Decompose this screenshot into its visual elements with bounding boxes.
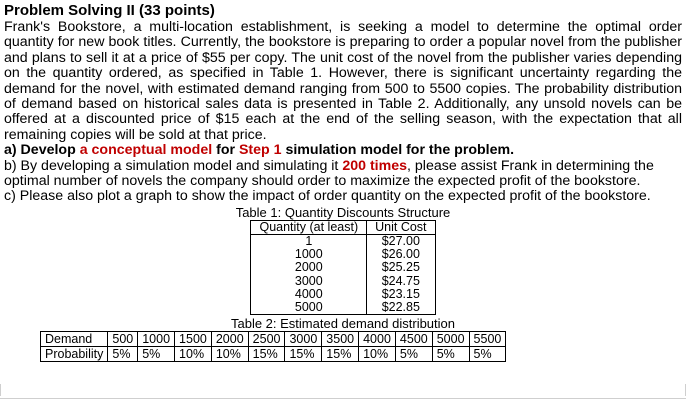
table2-caption: Table 2: Estimated demand distribution [230,316,455,332]
table2-demand-cell: 4500 [395,332,432,347]
demand-distribution-table [40,331,506,362]
question-a-highlight-1: a conceptual model [79,142,213,159]
table2-demand-cell: 4000 [359,332,396,347]
table2-probability-cell: 5% [432,347,469,362]
table2-probability-cell: 10% [175,347,212,362]
table-row [251,301,435,315]
table2-probability-cell: 15% [285,347,322,362]
table2-demand-cell: 500 [108,332,138,347]
question-a [4,143,682,158]
table1-header-quantity: Quantity (at least) [251,220,367,234]
question-a-suffix: simulation model for the problem. [281,142,515,159]
table1-quantity-cell: 3000 [251,275,367,288]
table2-demand-cell: 3500 [322,332,359,347]
table1-quantity-cell: 1000 [251,248,367,261]
question-b [4,159,682,190]
table1-cost-cell: $26.00 [367,248,435,261]
table2-probability-cell: 5% [108,347,138,362]
table2-probability-label: Probability [41,347,108,362]
table2-demand-cell: 1500 [175,332,212,347]
table1-cost-cell: $25.25 [367,261,435,274]
table1-header-unit-cost: Unit Cost [367,220,435,234]
table2-probability-cell: 5% [395,347,432,362]
table1-cost-cell: $22.85 [367,301,435,315]
table1-quantity-cell: 4000 [251,288,367,301]
page-edge-mark-left [0,384,5,396]
table2-demand-cell: 3000 [285,332,322,347]
quantity-discount-table [250,220,435,315]
table-row [251,235,435,249]
table1-quantity-cell: 2000 [251,261,367,274]
question-a-mid: for [212,142,239,159]
table2-probability-cell: 5% [138,347,175,362]
table2-demand-label: Demand [41,332,108,347]
page-edge-mark-right [681,384,686,396]
table-row [251,275,435,288]
table-row [251,261,435,274]
question-b-suffix: , please assist Frank in determining the optimal number of novels the company should order to maximize the expected profit of the bookstore. [4,157,654,190]
table2-probability-cell: 15% [248,347,285,362]
problem-intro: Frank's Bookstore, a multi-location establishment, is seeking a model to determine the optimal order quantity for new book titles. Currently, the bookstore is preparing to order a popular novel from the publisher and plans to sell it at a price of $55 per copy. The unit cost of the novel from the publisher varies depending on the quantity ordered, as specified in Table 1. However, there is significant uncertainty regarding the demand for the novel, with estimated demand ranging from 500 to 5500 copies. The probability distribution of demand based on historical sales data is presented in Table 2. Additionally, any unsold novels can be offered at a discounted price of $15 each at the end of the selling season, with the expectation that all remaining copies will be sold at that price. [4,19,682,143]
table2-demand-cell: 5500 [469,332,506,347]
question-c: c) Please also plot a graph to show the impact of order quantity on the expected profit of the bookstore. [4,188,651,205]
table2-probability-cell: 10% [359,347,396,362]
problem-heading: Problem Solving II (33 points) [4,2,215,19]
page-bottom-divider [0,398,686,399]
table2-demand-cell: 1000 [138,332,175,347]
table1-cost-cell: $24.75 [367,275,435,288]
table1-cost-cell: $27.00 [367,235,435,249]
question-a-prefix: a) Develop [4,142,80,159]
question-a-highlight-2: Step 1 [238,142,282,159]
table2-probability-cell: 15% [322,347,359,362]
table1-cost-cell: $23.15 [367,288,435,301]
table2-demand-cell: 2000 [211,332,248,347]
table2-demand-cell: 2500 [248,332,285,347]
table2-probability-cell: 5% [469,347,506,362]
table2-demand-cell: 5000 [432,332,469,347]
table1-quantity-cell: 5000 [251,301,367,315]
table1-quantity-cell: 1 [251,235,367,249]
table2-probability-row [41,347,506,362]
table1-caption: Table 1: Quantity Discounts Structure [235,204,451,220]
table2-demand-row [41,332,506,347]
question-b-prefix: b) By developing a simulation model and simulating it [4,157,343,174]
question-b-highlight: 200 times [342,157,408,174]
table2-probability-cell: 10% [211,347,248,362]
document-page [4,2,682,362]
table1-header-row [251,220,435,234]
